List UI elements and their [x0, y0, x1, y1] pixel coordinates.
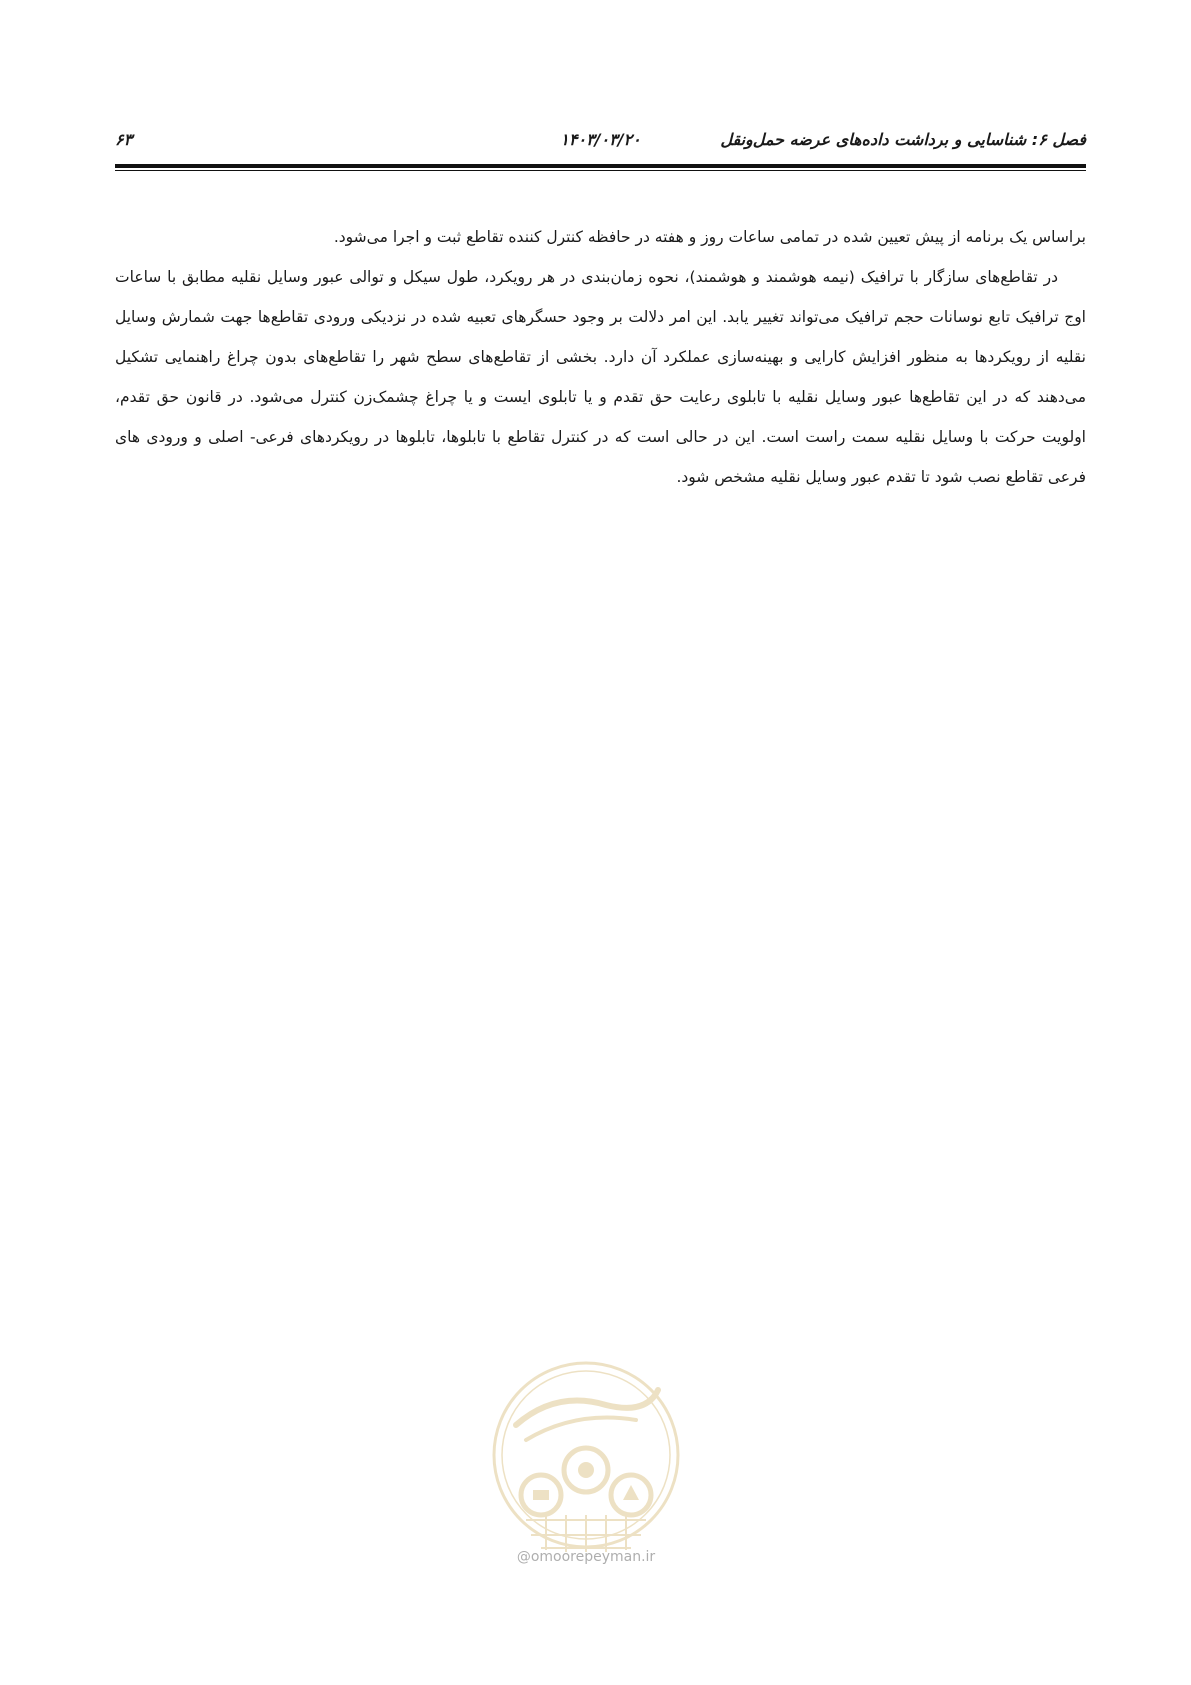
watermark-logo: [486, 1330, 686, 1580]
brick-grid-icon: [526, 1515, 646, 1552]
header-rule-thin: [115, 170, 1086, 171]
paragraph: براساس یک برنامه از پیش تعیین شده در تمامی ساعات روز و هفته در حافظه کنترل کننده تقاطع ثبت و اجرا می‌شود.: [333, 228, 1086, 246]
page-number: ۶۳: [115, 130, 133, 149]
mountain-icon: [623, 1485, 639, 1500]
gear-icon: [521, 1448, 651, 1515]
header-rule: [115, 164, 1086, 168]
scale-icon: [533, 1490, 549, 1500]
body-text: [115, 217, 1086, 497]
chapter-title: فصل ۶: شناسایی و برداشت داده‌های عرضه حمل‌ونقل: [720, 130, 1086, 149]
paragraph: در تقاطع‌های سازگار با ترافیک (نیمه هوشمند و هوشمند)، نحوه زمان‌بندی در هر رویکرد، طول سیکل و توالی عبور وسایل نقلیه مطابق با ساعات اوج ترافیک تابع نوسانات حجم ترافیک می‌تواند تغییر یابد. این امر دلالت بر وجود حسگرهای تعبیه شده در نزدیکی ورودی تقاطع‌ها جهت شمارش وسایل نقلیه از رویکردها به منظور افزایش کارایی و بهینه‌سازی عملکرد آن دارد. بخشی از تقاطع‌های سطح شهر را تقاطع‌های بدون چراغ راهنمایی تشکیل می‌دهند که در این تقاطع‌ها عبور وسایل نقلیه با تابلوی رعایت حق تقدم و یا تابلوی ایست و یا چراغ چشمک‌زن کنترل می‌شود. در قانون حق تقدم، اولویت حرکت با وسایل نقلیه سمت راست است. این در حالی است که در کنترل تقاطع با تابلوها، تابلوها در رویکردهای فرعی- اصلی و ورودی های فرعی تقاطع نصب شود تا تقدم عبور وسایل نقلیه مشخص شود.: [115, 268, 1086, 486]
page-header: [115, 126, 1086, 158]
watermark-url: @omoorepeyman.ir: [516, 1549, 656, 1565]
person-icon: [578, 1462, 594, 1478]
header-date: ۱۴۰۳/۰۳/۲۰: [560, 130, 641, 149]
